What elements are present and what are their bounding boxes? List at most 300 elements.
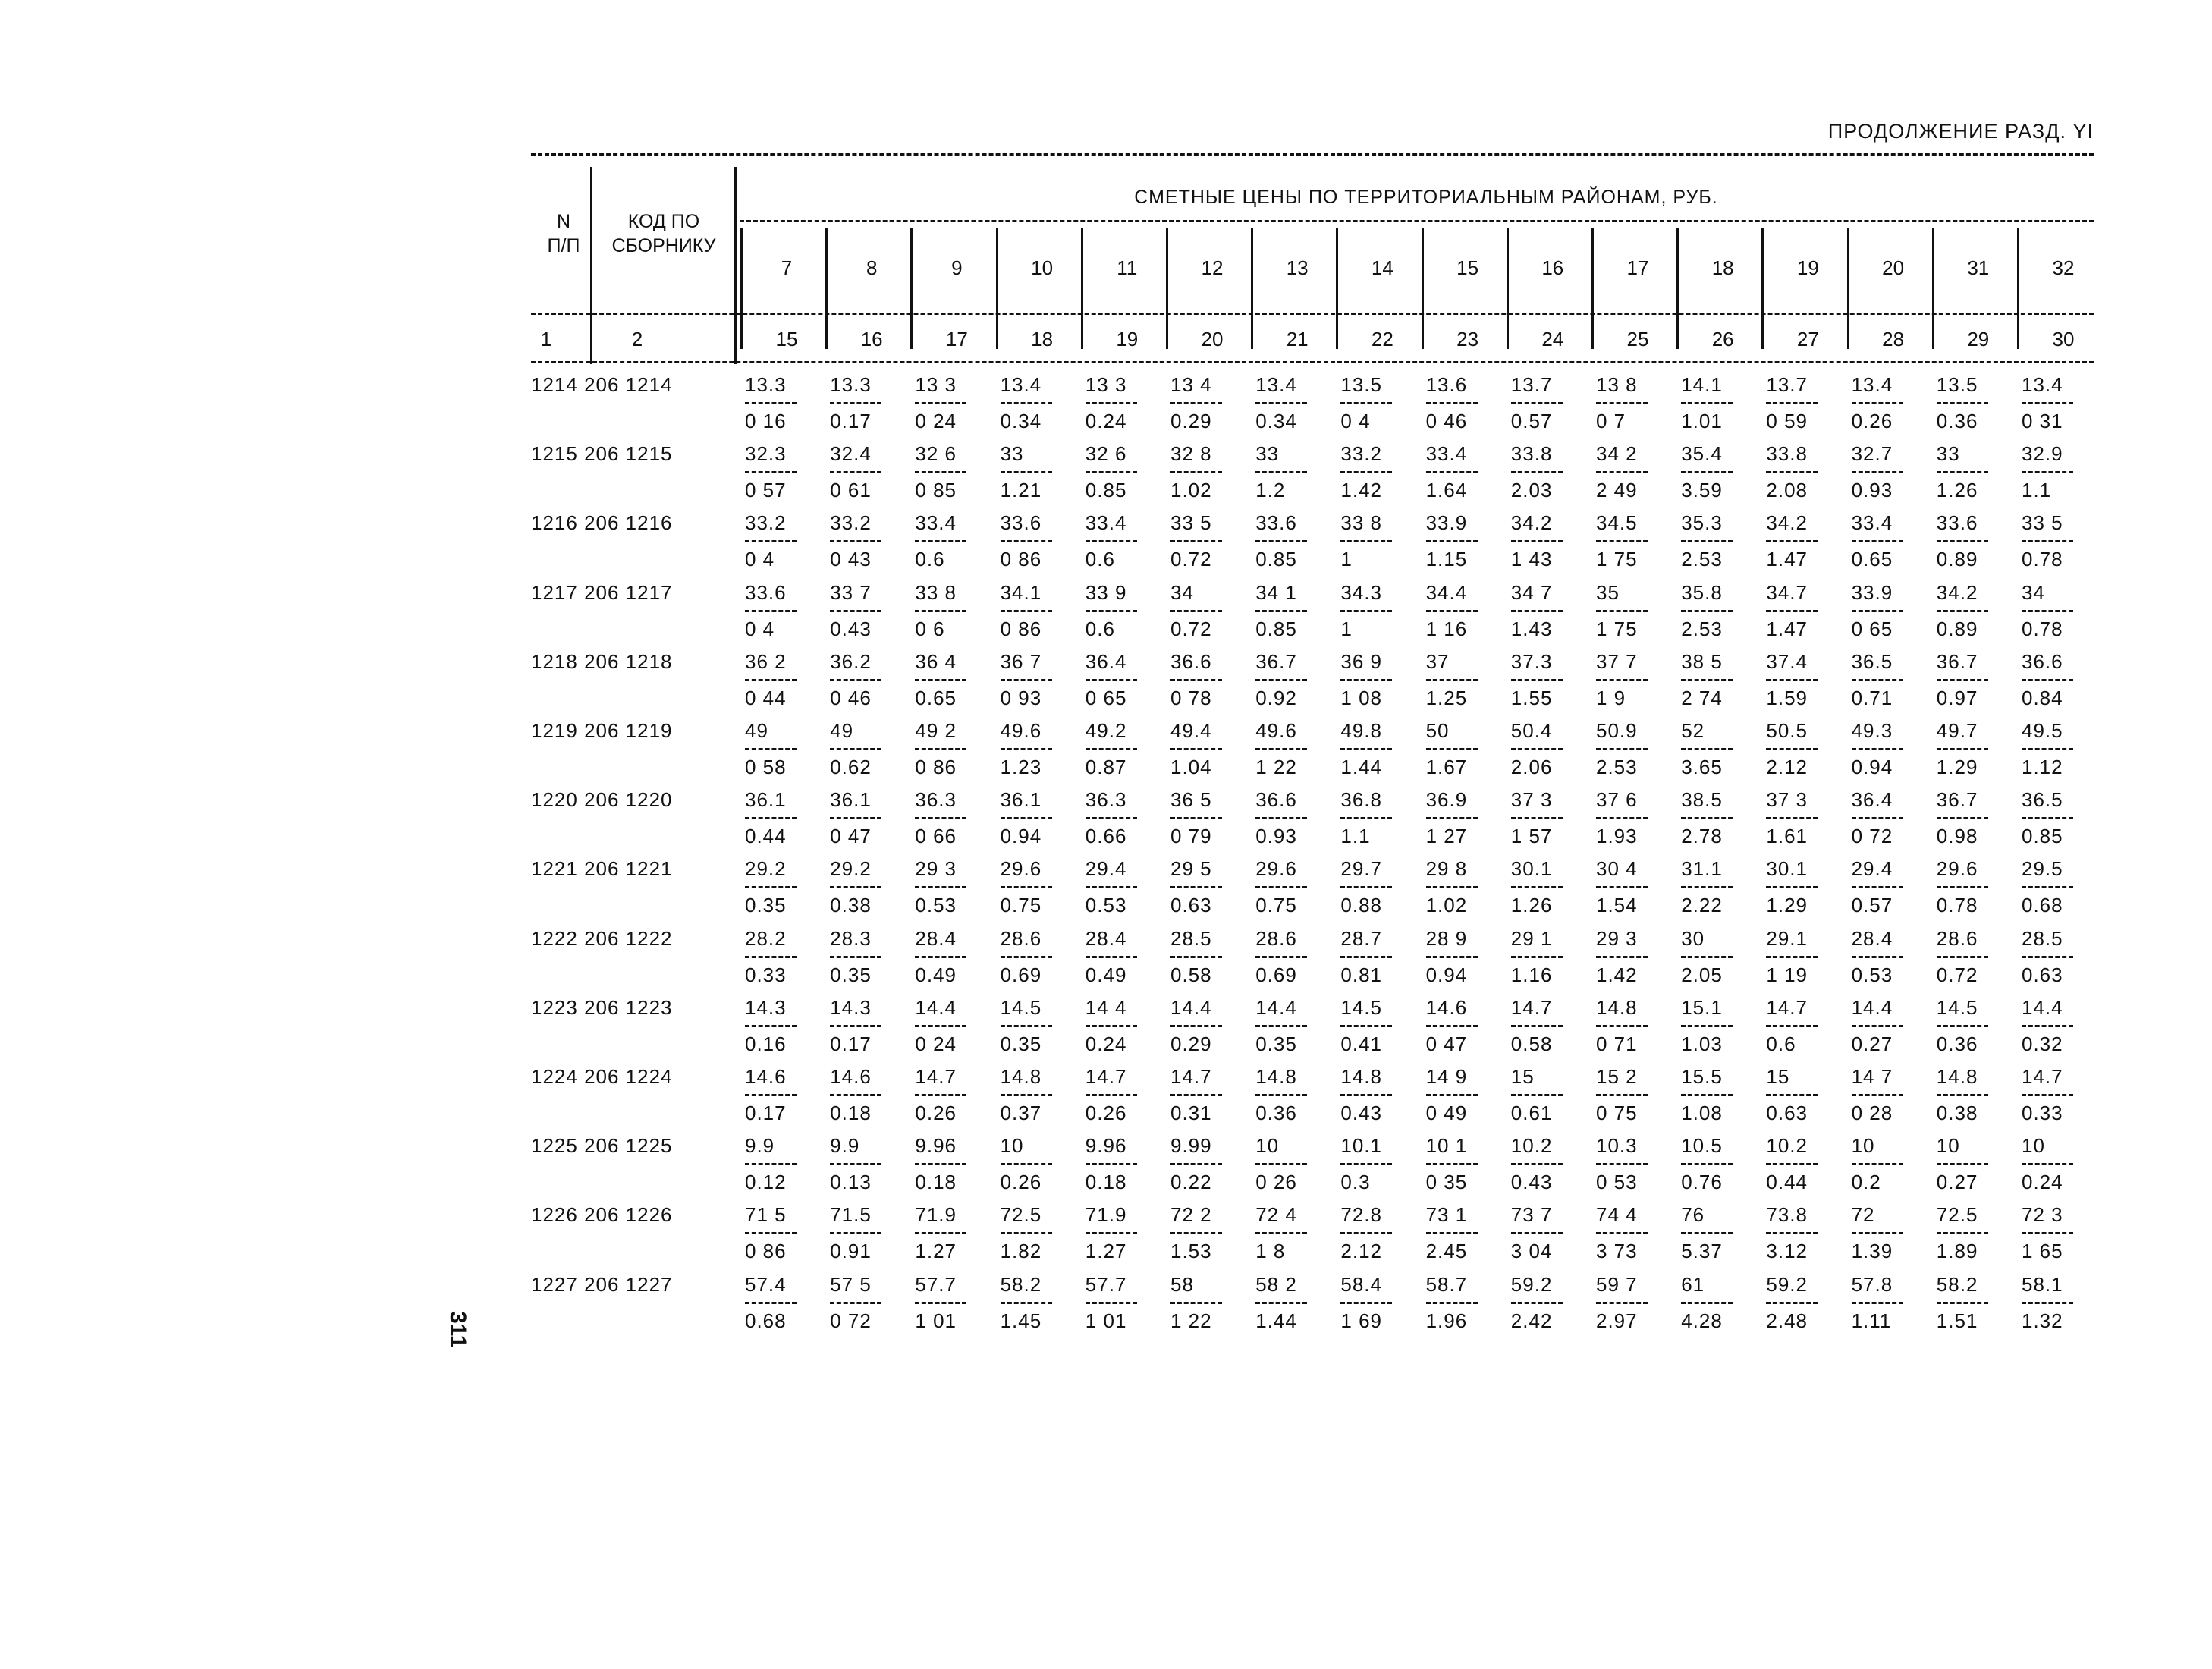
fraction-line — [1596, 817, 1648, 819]
price-sub-value: 1 22 — [1170, 1309, 1212, 1332]
fraction-line — [830, 679, 881, 681]
fraction-line — [1852, 748, 1903, 750]
fraction-line — [1001, 1302, 1052, 1304]
row-label: 1214 206 1214 — [531, 373, 673, 396]
price-sub-value: 1 75 — [1596, 548, 1638, 571]
price-sub-value: 0.35 — [830, 963, 872, 986]
fraction-line — [745, 402, 797, 404]
price-value: 33 9 — [1085, 580, 1127, 604]
price-value: 58 — [1170, 1272, 1194, 1296]
price-value: 29 5 — [1170, 857, 1212, 881]
fraction-line — [1596, 540, 1648, 542]
fraction-line — [915, 540, 966, 542]
district-17: 17 — [1626, 256, 1649, 279]
district-header-rule — [740, 220, 2094, 222]
fraction-line — [1596, 679, 1648, 681]
fraction-line — [915, 1094, 966, 1096]
price-sub-value: 1.64 — [1425, 479, 1468, 502]
fraction-line — [1001, 679, 1052, 681]
header-np — [540, 209, 587, 258]
fraction-line — [1511, 679, 1563, 681]
fraction-line — [1255, 817, 1307, 819]
price-value: 33.6 — [1255, 511, 1297, 535]
fraction-line — [1766, 679, 1818, 681]
fraction-line — [745, 610, 797, 612]
fraction-line — [1596, 471, 1648, 473]
price-value: 32.7 — [1851, 442, 1893, 466]
fraction-line — [1426, 956, 1478, 958]
fraction-line — [1255, 402, 1307, 404]
price-sub-value: 0.58 — [1170, 963, 1212, 986]
fraction-line — [745, 471, 797, 473]
fraction-line — [1426, 817, 1478, 819]
price-sub-value: 1.42 — [1340, 479, 1382, 502]
price-sub-value: 1.1 — [1340, 825, 1371, 848]
fraction-line — [1766, 1232, 1818, 1234]
fraction-line — [1937, 956, 1988, 958]
fraction-line — [1086, 1025, 1137, 1027]
price-sub-value: 0.53 — [1851, 963, 1893, 986]
price-sub-value: 5.37 — [1681, 1240, 1723, 1263]
price-sub-value: 0.32 — [2022, 1032, 2063, 1055]
price-value: 32.4 — [830, 442, 872, 466]
price-value: 34.7 — [1766, 580, 1808, 604]
row-label: 1221 206 1221 — [531, 857, 673, 881]
fraction-line — [2022, 1025, 2073, 1027]
price-sub-value: 0.27 — [1851, 1032, 1893, 1055]
fraction-line — [1340, 540, 1392, 542]
price-value: 14.5 — [1340, 995, 1382, 1019]
price-sub-value: 0 4 — [1340, 410, 1371, 432]
fraction-line — [2022, 471, 2073, 473]
price-sub-value: 0.91 — [830, 1240, 872, 1263]
fraction-line — [1766, 817, 1818, 819]
price-value: 36.3 — [915, 788, 957, 812]
price-sub-value: 0.69 — [1000, 963, 1042, 986]
fraction-line — [1086, 679, 1137, 681]
colnum-bottom-rule — [531, 361, 2094, 363]
price-value: 33.4 — [915, 511, 957, 535]
price-sub-value: 2.53 — [1681, 548, 1723, 571]
price-value: 36.7 — [1255, 649, 1297, 673]
price-value: 13.4 — [2022, 373, 2063, 396]
fraction-line — [1426, 1094, 1478, 1096]
price-sub-value: 0.34 — [1000, 410, 1042, 432]
price-sub-value: 1 22 — [1255, 756, 1297, 778]
price-sub-value: 1 — [1340, 617, 1353, 640]
fraction-line — [915, 402, 966, 404]
price-sub-value: 0.6 — [1766, 1032, 1796, 1055]
price-sub-value: 1.2 — [1255, 479, 1286, 502]
fraction-line — [1681, 679, 1733, 681]
price-value: 14.6 — [745, 1065, 787, 1088]
price-sub-value: 1.15 — [1425, 548, 1468, 571]
fraction-line — [915, 471, 966, 473]
fraction-line — [1340, 610, 1392, 612]
colnum-code: 2 — [631, 328, 643, 350]
price-sub-value: 0 72 — [830, 1309, 872, 1332]
row-label: 1218 206 1218 — [531, 649, 673, 673]
price-value: 14.5 — [1936, 995, 1978, 1019]
fraction-line — [1340, 1094, 1392, 1096]
price-value: 34 — [2022, 580, 2045, 604]
fraction-line — [1766, 540, 1818, 542]
fraction-line — [1937, 817, 1988, 819]
price-sub-value: 0.98 — [1936, 825, 1978, 848]
fraction-line — [1340, 886, 1392, 888]
price-value: 10.3 — [1596, 1134, 1638, 1158]
price-value: 34 — [1170, 580, 1194, 604]
price-value: 49 2 — [915, 719, 957, 742]
fraction-line — [1937, 1094, 1988, 1096]
fraction-line — [1255, 610, 1307, 612]
price-value: 14.4 — [915, 995, 957, 1019]
header-np-line1: N — [556, 211, 571, 232]
header-code-line1: КОД ПО — [627, 211, 700, 232]
price-sub-value: 0.17 — [830, 1032, 872, 1055]
price-value: 30.1 — [1766, 857, 1808, 881]
price-sub-value: 0.49 — [1085, 963, 1127, 986]
price-sub-value: 0.89 — [1936, 548, 1978, 571]
fraction-line — [1255, 679, 1307, 681]
fraction-line — [1766, 1025, 1818, 1027]
fraction-line — [1001, 402, 1052, 404]
fraction-line — [1340, 956, 1392, 958]
price-sub-value: 0.75 — [1255, 894, 1297, 917]
fraction-line — [915, 1025, 966, 1027]
price-sub-value: 3.59 — [1681, 479, 1723, 502]
price-sub-value: 0.94 — [1425, 963, 1468, 986]
price-value: 13 8 — [1596, 373, 1638, 396]
price-sub-value: 0 44 — [745, 686, 787, 709]
fraction-line — [830, 1094, 881, 1096]
fraction-line — [1170, 1025, 1222, 1027]
price-value: 36.6 — [1255, 788, 1297, 812]
price-sub-value: 0.53 — [1085, 894, 1127, 917]
fraction-line — [1086, 748, 1137, 750]
price-value: 29.5 — [2022, 857, 2063, 881]
price-sub-value: 2.48 — [1766, 1309, 1808, 1332]
price-sub-value: 0.43 — [1340, 1102, 1382, 1124]
price-value: 72.8 — [1340, 1203, 1382, 1227]
fraction-line — [1426, 471, 1478, 473]
price-sub-value: 0.87 — [1085, 756, 1127, 778]
price-sub-value: 1.47 — [1766, 548, 1808, 571]
fraction-line — [1340, 817, 1392, 819]
price-value: 72 3 — [2022, 1203, 2063, 1227]
fraction-line — [2022, 610, 2073, 612]
price-sub-value: 0.24 — [1085, 410, 1127, 432]
fraction-line — [1852, 679, 1903, 681]
header-code — [599, 209, 728, 258]
price-sub-value: 1.67 — [1425, 756, 1468, 778]
price-sub-value: 0 75 — [1596, 1102, 1638, 1124]
vline-code — [734, 167, 737, 364]
fraction-line — [1426, 1302, 1478, 1304]
price-value: 15 — [1766, 1065, 1790, 1088]
price-value: 71 5 — [745, 1203, 787, 1227]
price-value: 50.4 — [1510, 719, 1553, 742]
fraction-line — [1596, 886, 1648, 888]
price-value: 13 4 — [1170, 373, 1212, 396]
price-value: 10 — [2022, 1134, 2045, 1158]
price-sub-value: 1 01 — [915, 1309, 957, 1332]
fraction-line — [2022, 1094, 2073, 1096]
price-value: 9.96 — [1085, 1134, 1127, 1158]
price-value: 14.4 — [1255, 995, 1297, 1019]
price-value: 13.5 — [1936, 373, 1978, 396]
price-sub-value: 1.1 — [2022, 479, 2052, 502]
price-value: 36.4 — [1851, 788, 1893, 812]
price-sub-value: 1.02 — [1170, 479, 1212, 502]
price-value: 71.5 — [830, 1203, 872, 1227]
header-code-line2: СБОРНИКУ — [611, 235, 716, 256]
column-number: 29 — [1967, 328, 1990, 350]
price-sub-value: 2.97 — [1596, 1309, 1638, 1332]
price-value: 37 6 — [1596, 788, 1638, 812]
price-value: 49 — [830, 719, 854, 742]
fraction-line — [1766, 1094, 1818, 1096]
price-value: 33.6 — [745, 580, 787, 604]
price-value: 14.3 — [830, 995, 872, 1019]
price-value: 36.7 — [1936, 649, 1978, 673]
page-header: ПРОДОЛЖЕНИЕ РАЗД. YI — [1827, 120, 2094, 143]
price-sub-value: 1.03 — [1681, 1032, 1723, 1055]
price-value: 33 — [1255, 442, 1280, 466]
price-value: 28.4 — [1851, 926, 1893, 950]
price-value: 30 — [1681, 926, 1705, 950]
price-value: 36.2 — [830, 649, 872, 673]
price-value: 32.3 — [745, 442, 787, 466]
price-sub-value: 0.53 — [915, 894, 957, 917]
price-value: 13 3 — [915, 373, 957, 396]
price-sub-value: 0.35 — [745, 894, 787, 917]
fraction-line — [1681, 610, 1733, 612]
fraction-line — [1426, 679, 1478, 681]
price-sub-value: 0 47 — [1425, 1032, 1468, 1055]
fraction-line — [1511, 886, 1563, 888]
price-value: 49.8 — [1340, 719, 1382, 742]
price-value: 36.6 — [2022, 649, 2063, 673]
price-sub-value: 0.22 — [1170, 1171, 1212, 1194]
fraction-line — [1086, 1094, 1137, 1096]
fraction-line — [2022, 679, 2073, 681]
price-sub-value: 1.42 — [1596, 963, 1638, 986]
fraction-line — [830, 1302, 881, 1304]
price-sub-value: 3 73 — [1596, 1240, 1638, 1263]
fraction-line — [1852, 886, 1903, 888]
price-value: 49 — [745, 719, 768, 742]
fraction-line — [1511, 1094, 1563, 1096]
price-sub-value: 0.3 — [1340, 1171, 1371, 1194]
column-number: 21 — [1286, 328, 1309, 350]
price-value: 14 7 — [1851, 1065, 1893, 1088]
price-value: 57.7 — [1085, 1272, 1127, 1296]
price-sub-value: 0 6 — [915, 617, 945, 640]
price-value: 15 — [1510, 1065, 1535, 1088]
fraction-line — [915, 1302, 966, 1304]
district-8: 8 — [866, 256, 878, 279]
price-value: 33.2 — [1340, 442, 1382, 466]
fraction-line — [745, 679, 797, 681]
price-value: 72.5 — [1936, 1203, 1978, 1227]
fraction-line — [1596, 956, 1648, 958]
price-value: 59.2 — [1510, 1272, 1553, 1296]
fraction-line — [1170, 1302, 1222, 1304]
price-sub-value: 0.62 — [830, 756, 872, 778]
price-value: 38 5 — [1681, 649, 1723, 673]
price-sub-value: 1.29 — [1766, 894, 1808, 917]
price-sub-value: 0.26 — [1085, 1102, 1127, 1124]
fraction-line — [745, 886, 797, 888]
price-value: 28.6 — [1000, 926, 1042, 950]
price-value: 58.1 — [2022, 1272, 2063, 1296]
fraction-line — [745, 817, 797, 819]
row-label: 1225 206 1225 — [531, 1134, 673, 1158]
price-sub-value: 0.94 — [1851, 756, 1893, 778]
price-value: 32 8 — [1170, 442, 1212, 466]
price-sub-value: 0 16 — [745, 410, 787, 432]
price-value: 14.3 — [745, 995, 787, 1019]
fraction-line — [1086, 610, 1137, 612]
district-header: СМЕТНЫЕ ЦЕНЫ ПО ТЕРРИТОРИАЛЬНЫМ РАЙОНАМ, РУБ. — [1134, 187, 1718, 208]
price-value: 33.2 — [745, 511, 787, 535]
fraction-line — [915, 679, 966, 681]
price-sub-value: 2.05 — [1681, 963, 1723, 986]
price-sub-value: 0.29 — [1170, 1032, 1212, 1055]
fraction-line — [1340, 1163, 1392, 1165]
price-value: 35.8 — [1681, 580, 1723, 604]
price-value: 57.8 — [1851, 1272, 1893, 1296]
fraction-line — [1170, 748, 1222, 750]
fraction-line — [1086, 956, 1137, 958]
price-value: 14.6 — [830, 1065, 872, 1088]
column-number: 16 — [860, 328, 883, 350]
colnum-np: 1 — [540, 328, 552, 350]
price-sub-value: 1.45 — [1000, 1309, 1042, 1332]
price-sub-value: 0 31 — [2022, 410, 2063, 432]
price-sub-value: 1.16 — [1510, 963, 1553, 986]
fraction-line — [1937, 1025, 1988, 1027]
price-value: 58.4 — [1340, 1272, 1382, 1296]
district-19: 19 — [1796, 256, 1819, 279]
price-value: 33.6 — [1000, 511, 1042, 535]
price-value: 49.4 — [1170, 719, 1212, 742]
row-label: 1220 206 1220 — [531, 788, 673, 812]
fraction-line — [1255, 1094, 1307, 1096]
price-value: 36.4 — [1085, 649, 1127, 673]
column-number: 20 — [1201, 328, 1224, 350]
price-value: 10 — [1000, 1134, 1024, 1158]
price-sub-value: 1.53 — [1170, 1240, 1212, 1263]
fraction-line — [1852, 402, 1903, 404]
fraction-line — [830, 748, 881, 750]
fraction-line — [830, 1232, 881, 1234]
price-value: 13.7 — [1766, 373, 1808, 396]
column-number: 17 — [945, 328, 968, 350]
price-value: 35.3 — [1681, 511, 1723, 535]
price-value: 29.6 — [1000, 857, 1042, 881]
price-value: 34.2 — [1510, 511, 1553, 535]
price-sub-value: 0 47 — [830, 825, 872, 848]
price-value: 14.6 — [1425, 995, 1468, 1019]
column-number: 28 — [1882, 328, 1905, 350]
price-sub-value: 1.39 — [1851, 1240, 1893, 1263]
price-value: 13.7 — [1510, 373, 1553, 396]
fraction-line — [1255, 748, 1307, 750]
price-value: 50.5 — [1766, 719, 1808, 742]
fraction-line — [1766, 956, 1818, 958]
price-value: 28 9 — [1425, 926, 1468, 950]
fraction-line — [745, 1094, 797, 1096]
fraction-line — [1681, 402, 1733, 404]
fraction-line — [830, 1025, 881, 1027]
price-sub-value: 0.65 — [1851, 548, 1893, 571]
fraction-line — [1596, 402, 1648, 404]
price-sub-value: 2 74 — [1681, 686, 1723, 709]
price-sub-value: 0.43 — [1510, 1171, 1553, 1194]
price-sub-value: 0.17 — [745, 1102, 787, 1124]
price-value: 15.1 — [1681, 995, 1723, 1019]
price-value: 49.6 — [1255, 719, 1297, 742]
price-sub-value: 0 86 — [1000, 617, 1042, 640]
fraction-line — [1937, 540, 1988, 542]
price-sub-value: 0.85 — [1085, 479, 1127, 502]
column-number: 22 — [1371, 328, 1393, 350]
price-value: 29.2 — [830, 857, 872, 881]
fraction-line — [1681, 886, 1733, 888]
price-value: 28.6 — [1255, 926, 1297, 950]
price-value: 37.4 — [1766, 649, 1808, 673]
price-sub-value: 1.54 — [1596, 894, 1638, 917]
fraction-line — [1596, 748, 1648, 750]
price-value: 14.7 — [1085, 1065, 1127, 1088]
fraction-line — [1001, 471, 1052, 473]
fraction-line — [1340, 679, 1392, 681]
price-sub-value: 0.89 — [1936, 617, 1978, 640]
price-sub-value: 0.26 — [1000, 1171, 1042, 1194]
column-number: 19 — [1116, 328, 1139, 350]
fraction-line — [1170, 1232, 1222, 1234]
price-value: 33 5 — [1170, 511, 1212, 535]
fraction-line — [1426, 610, 1478, 612]
price-sub-value: 1.04 — [1170, 756, 1212, 778]
fraction-line — [1255, 540, 1307, 542]
price-sub-value: 0.6 — [915, 548, 945, 571]
price-value: 58.2 — [1000, 1272, 1042, 1296]
price-value: 10.5 — [1681, 1134, 1723, 1158]
price-sub-value: 0.36 — [1936, 1032, 1978, 1055]
fraction-line — [1511, 1302, 1563, 1304]
price-value: 29 8 — [1425, 857, 1468, 881]
fraction-line — [1681, 1094, 1733, 1096]
price-value: 29.6 — [1936, 857, 1978, 881]
price-sub-value: 1.01 — [1681, 410, 1723, 432]
price-sub-value: 0.63 — [1766, 1102, 1808, 1124]
price-value: 13.3 — [745, 373, 787, 396]
fraction-line — [1937, 1302, 1988, 1304]
table-top-rule — [531, 153, 2094, 156]
fraction-line — [1766, 1302, 1818, 1304]
price-sub-value: 1.47 — [1766, 617, 1808, 640]
price-value: 29 3 — [1596, 926, 1638, 950]
price-sub-value: 0.24 — [2022, 1171, 2063, 1194]
price-value: 10.2 — [1766, 1134, 1808, 1158]
fraction-line — [1852, 540, 1903, 542]
price-value: 33.4 — [1425, 442, 1468, 466]
fraction-line — [830, 956, 881, 958]
fraction-line — [1681, 540, 1733, 542]
